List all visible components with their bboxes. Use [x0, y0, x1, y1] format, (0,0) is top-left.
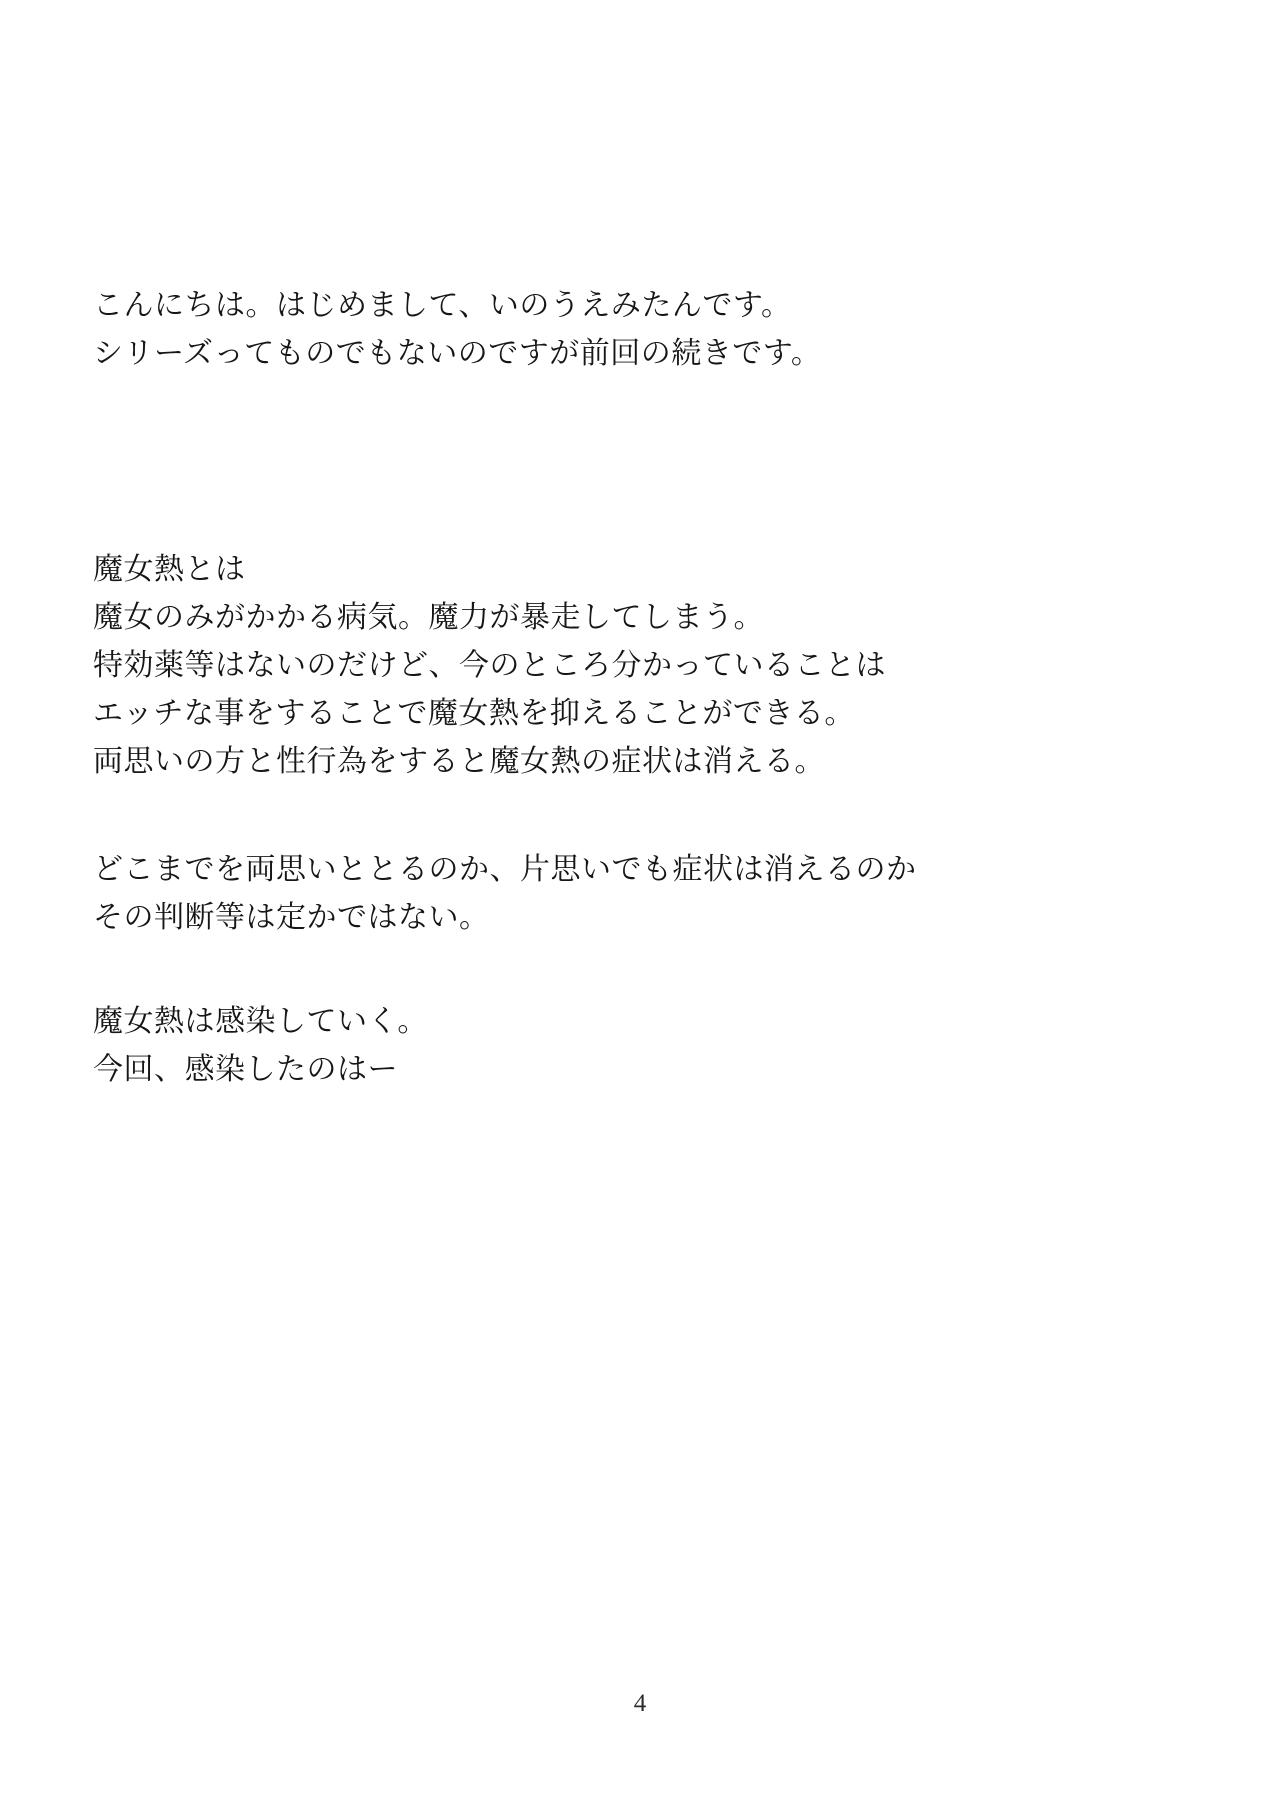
text-line: 魔女のみがかかる病気。魔力が暴走してしまう。	[93, 601, 764, 634]
paragraph-majonetsu-definition	[93, 546, 1240, 786]
text-line: 魔女熱とは	[93, 553, 246, 586]
text-line: どこまでを両思いととるのか、片思いでも症状は消えるのか	[93, 853, 917, 886]
paragraph-uncertainty	[93, 846, 1240, 942]
text-line: 魔女熱は感染していく。	[93, 1005, 428, 1038]
text-line: こんにちは。はじめまして、いのうえみたんです。	[93, 289, 792, 322]
text-line: 今回、感染したのはー	[93, 1053, 398, 1086]
text-line: 特効薬等はないのだけど、今のところ分かっていることは	[93, 649, 886, 682]
text-line: シリーズってものでもないのですが前回の続きです。	[93, 337, 822, 370]
text-line: 両思いの方と性行為をすると魔女熱の症状は消える。	[93, 745, 825, 778]
paragraph-infection	[93, 998, 1240, 1094]
page-number: 4	[633, 1690, 647, 1717]
paragraph-greeting	[93, 282, 1240, 378]
text-line: エッチな事をすることで魔女熱を抑えることができる。	[93, 697, 855, 730]
text-line: その判断等は定かではない。	[93, 901, 490, 934]
